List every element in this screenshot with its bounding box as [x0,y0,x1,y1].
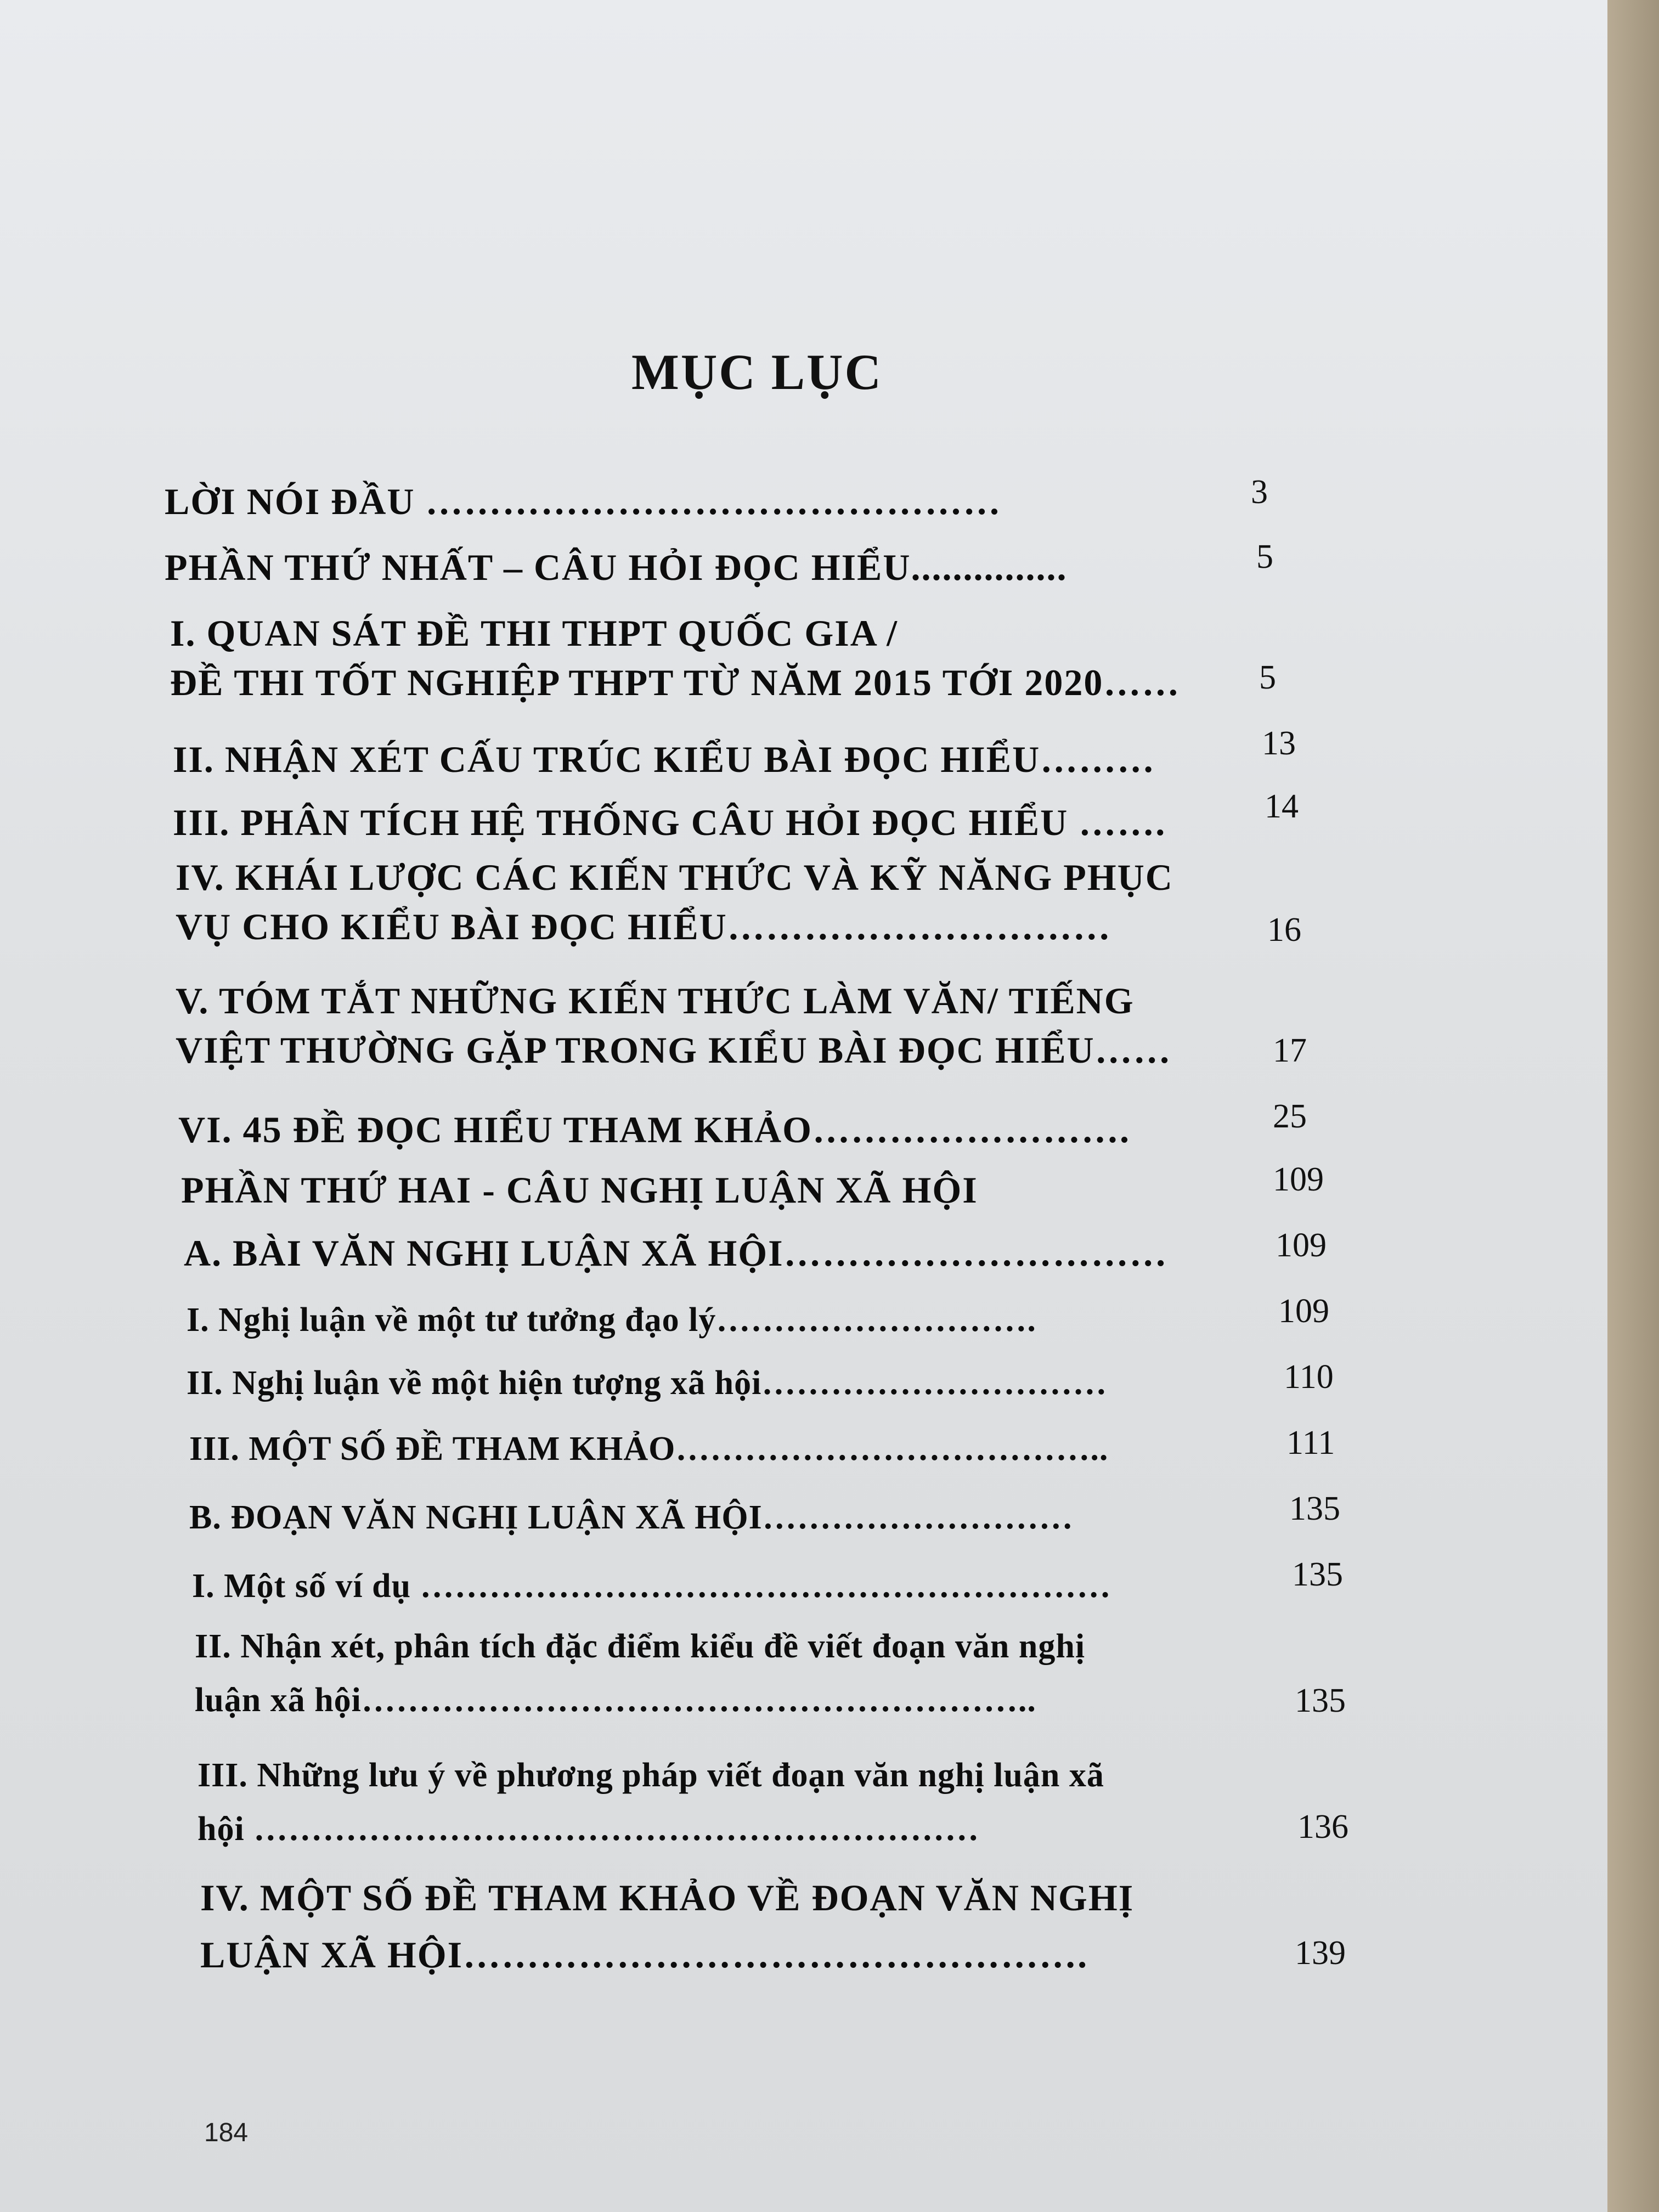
toc-entry [181,1171,978,1209]
toc-entry-text: I. QUAN SÁT ĐỀ THI THPT QUỐC GIA / [170,612,898,654]
toc-entry-text: VIỆT THƯỜNG GẶP TRONG KIỂU BÀI ĐỌC HIỂU…… [176,1029,1172,1071]
toc-entry-text: PHẦN THỨ NHẤT – CÂU HỎI ĐỌC HIỂU............... [165,546,1068,588]
toc-page-number: 16 [1267,911,1301,949]
toc-page-number: 135 [1292,1556,1343,1593]
toc-entry-text: I. Nghị luận về một tư tưởng đạo lý………………………. [187,1301,1036,1339]
toc-page-number: 109 [1273,1161,1324,1198]
toc-entry-text: III. Những lưu ý về phương pháp viết đoạn văn nghị luận xã [198,1757,1104,1794]
toc-entry [189,1432,1108,1466]
toc-page-number: 109 [1278,1293,1329,1330]
toc-entry-text: luận xã hội………………………………………………….. [195,1681,1036,1719]
toc-entry [165,546,1068,588]
toc-entry-text: IV. KHÁI LƯỢC CÁC KIẾN THỨC VÀ KỸ NĂNG PHỤC [176,856,1173,898]
toc-entry-text: II. Nghị luận về một hiện tượng xã hội………………………… [187,1364,1108,1402]
toc-entry-text: II. NHẬN XÉT CẤU TRÚC KIỂU BÀI ĐỌC HIỂU……… [173,738,1156,780]
toc-entry [192,1569,1111,1603]
toc-page-number: 110 [1284,1358,1334,1396]
toc-page-number: 14 [1265,788,1299,825]
toc-page-number: 139 [1295,1934,1346,1972]
toc-entry-text: PHẦN THỨ HAI - CÂU NGHỊ LUẬN XÃ HỘI [181,1169,978,1211]
toc-entry [198,1758,1104,1846]
page-background-edge [1607,0,1659,2212]
toc-entry [170,614,1180,701]
toc-entry-text: III. PHÂN TÍCH HỆ THỐNG CÂU HỎI ĐỌC HIỂU ……. [173,802,1166,843]
toc-entry-text: ĐỀ THI TỐT NGHIỆP THPT TỪ NĂM 2015 TỚI 2020…… [170,662,1181,703]
toc-entry [173,738,1156,780]
toc-entry-text: V. TÓM TẮT NHỮNG KIẾN THỨC LÀM VĂN/ TIẾNG [176,980,1135,1022]
toc-entry-text: LUẬN XÃ HỘI…………………………………………. [200,1934,1088,1976]
page-number-footer: 184 [204,2118,249,2147]
toc-entry-text: B. ĐOẠN VĂN NGHỊ LUẬN XÃ HỘI……………………… [189,1499,1074,1536]
toc-entry-text: IV. MỘT SỐ ĐỀ THAM KHẢO VỀ ĐOẠN VĂN NGHỊ [200,1877,1135,1918]
toc-entry [200,1877,1135,1976]
toc-entry-text: hội ……………………………………………………… [198,1810,980,1848]
toc-page-number: 25 [1273,1098,1307,1135]
toc-entry-text: III. MỘT SỐ ĐỀ THAM KHẢO……………………………….. [189,1430,1109,1468]
toc-entry [189,1500,1074,1534]
toc-entry [165,483,1002,520]
toc-entry [178,1111,1130,1148]
toc-page-number: 13 [1262,725,1296,762]
toc-entry-text: LỜI NÓI ĐẦU ……………………………………… [165,481,1002,522]
toc-page-number: 136 [1297,1808,1348,1846]
toc-page-number: 3 [1251,473,1268,511]
toc-entry-text: A. BÀI VĂN NGHỊ LUẬN XÃ HỘI………………………… [184,1232,1168,1274]
toc-page-number: 109 [1276,1227,1327,1264]
toc-entry-text: VI. 45 ĐỀ ĐỌC HIỂU THAM KHẢO……………………. [178,1109,1131,1150]
toc-entry-text: I. Một số ví dụ …………………………………………………… [192,1567,1111,1605]
toc-page-number: 111 [1286,1424,1335,1462]
toc-page-number: 5 [1256,538,1273,575]
toc-entry [195,1629,1085,1717]
toc-entry [187,1366,1107,1400]
toc-page-number: 135 [1295,1682,1346,1719]
toc-entry-text: II. Nhận xét, phân tích đặc điểm kiểu đề viết đoạn văn nghị [195,1628,1086,1665]
toc-entry [187,1303,1036,1337]
page-title: MỤC LỤC [631,344,883,400]
toc-entry [176,856,1173,947]
toc-entry [176,982,1172,1069]
toc-page-number: 17 [1273,1032,1307,1069]
toc-entry [184,1234,1168,1272]
toc-page-number: 5 [1259,659,1276,696]
toc-page-number: 135 [1289,1490,1340,1527]
toc-entry [173,804,1166,841]
toc-entry-text: VỤ CHO KIỂU BÀI ĐỌC HIỂU………………………… [176,906,1111,947]
